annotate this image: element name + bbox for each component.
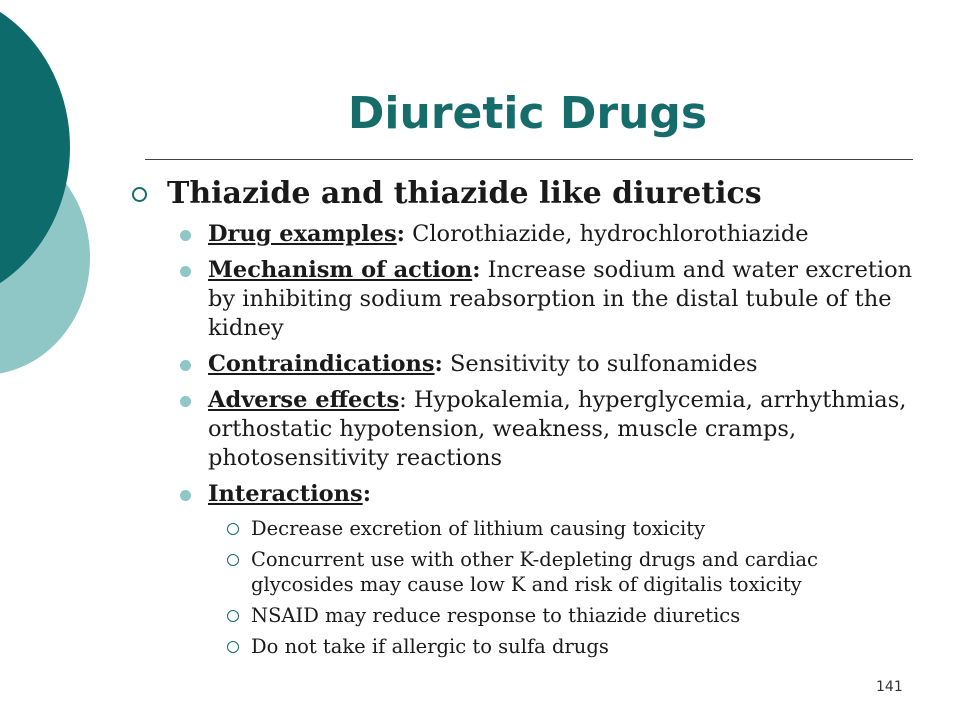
item-separator: :: [362, 481, 372, 507]
circle-bullet-icon: [227, 554, 239, 566]
title-divider: [145, 159, 913, 160]
item-label: Interactions: [208, 481, 363, 507]
sub-item-text: Decrease excretion of lithium causing toxicity: [251, 517, 706, 540]
circle-bullet-icon: [227, 610, 239, 622]
sub-list-item: [251, 634, 917, 659]
sub-item-text: NSAID may reduce response to thiazide diuretics: [251, 604, 741, 627]
section-heading-text: Thiazide and thiazide like diuretics: [167, 176, 762, 211]
sub-item-text: Concurrent use with other K-depleting drugs and cardiac glycosides may cause low K and risk of digitalis toxicity: [251, 548, 818, 596]
item-text: Clorothiazide, hydrochlorothiazide: [404, 221, 809, 247]
slide-title: Diuretic Drugs: [347, 88, 708, 139]
item-label: Drug examples: [208, 221, 397, 247]
sub-list-item: [251, 603, 917, 628]
item-text: Increase sodium and water excretion by inhibiting sodium reabsorption in the distal tubule of the kidney: [208, 257, 913, 341]
circle-bullet-icon: [227, 523, 239, 535]
sub-list-item: [251, 516, 917, 541]
dot-bullet-icon: [180, 230, 191, 241]
sub-item-text: Do not take if allergic to sulfa drugs: [251, 635, 609, 658]
item-separator: :: [434, 351, 443, 377]
dot-bullet-icon: [180, 266, 191, 277]
item-label: Mechanism of action: [208, 257, 473, 283]
circle-bullet-icon: [132, 187, 147, 202]
item-label: Adverse effects: [208, 387, 400, 413]
sub-list-item: [251, 547, 917, 597]
list-item-contraindications: [208, 350, 917, 379]
item-separator: :: [396, 221, 405, 247]
list-item-drug-examples: [208, 220, 917, 249]
item-separator: :: [472, 257, 481, 283]
list-item-adverse-effects: [208, 386, 917, 473]
circle-bullet-icon: [227, 641, 239, 653]
item-separator: :: [399, 387, 407, 413]
item-text: Sensitivity to sulfonamides: [442, 351, 758, 377]
dot-bullet-icon: [180, 490, 191, 501]
slide-content: [127, 176, 917, 665]
page-number: 141: [876, 679, 903, 695]
dot-bullet-icon: [180, 360, 191, 371]
list-item-interactions: [208, 480, 917, 509]
dot-bullet-icon: [180, 396, 191, 407]
item-label: Contraindications: [208, 351, 435, 377]
item-text: Hypokalemia, hyperglycemia, arrhythmias, orthostatic hypotension, weakness, muscle cramps, photosensitivity reactions: [208, 387, 907, 471]
list-item-mechanism: [208, 256, 917, 343]
section-heading: [127, 176, 917, 212]
